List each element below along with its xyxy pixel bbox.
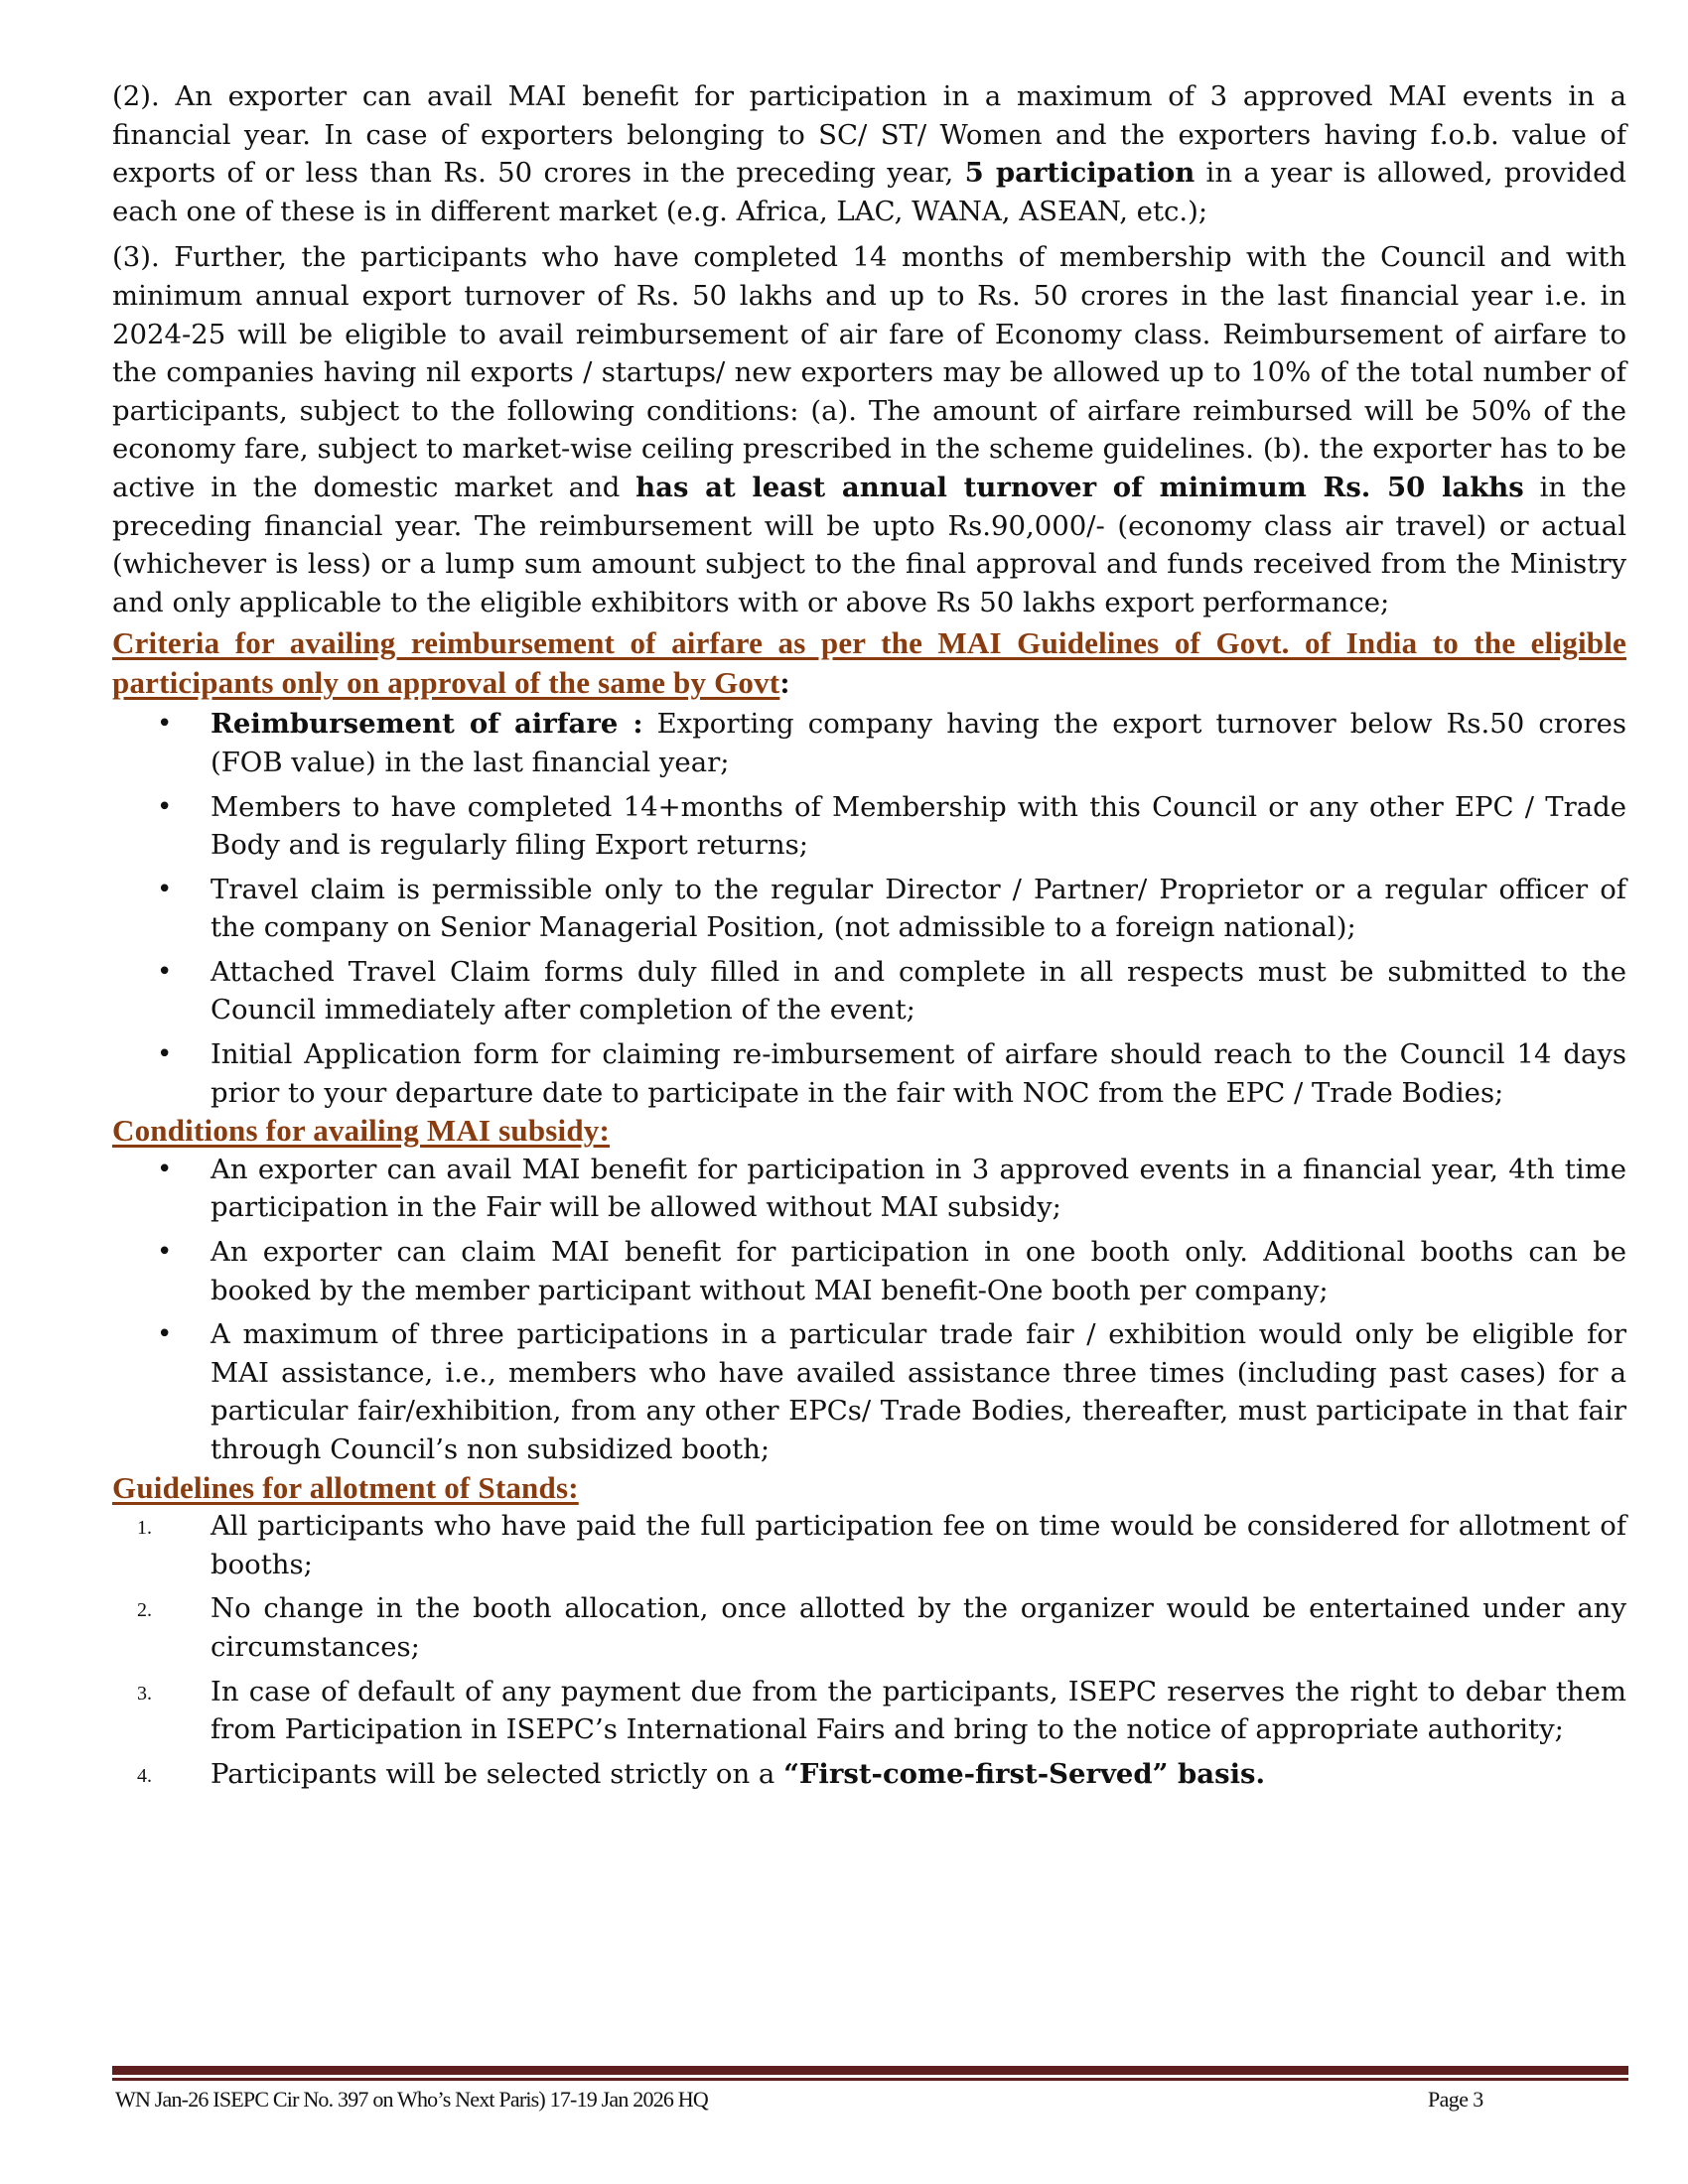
guidelines-heading: Guidelines for allotment of Stands: [112, 1469, 579, 1505]
paragraph-3: (3). Further, the participants who have completed 14 months of membership with the Council and with minimum annual export turnover of Rs. 50 lakhs and up to Rs. 50 crores in the last financial year i.e. in 2024-25 will be eligible to avail reimbursement of air fare of Economy class. Reimbursement of airfare to the companies having nil exports / startups/ new exporters may be allowed up to 10% of the total number of participants, subject to the following conditions: (a). The amount of airfare reimbursed will be 50% of the economy fare, subject to market-wise ceiling prescribed in the scheme guidelines. (b). the exporter has to be active in the domestic market and has at least annual turnover of minimum Rs. 50 lakhs in the preceding financial year. The reimbursement will be upto Rs.90,000/- (economy class air travel) or actual (whichever is less) or a lump sum amount subject to the final approval and funds received from the Ministry and only applicable to the eligible exhibitors with or above Rs 50 lakhs export performance; [112, 241, 1626, 618]
guidelines-list [112, 1507, 1626, 1793]
criteria-list [112, 705, 1626, 1112]
paragraph-2: (2). An exporter can avail MAI benefit for participation in a maximum of 3 approved MAI events in a financial year. In case of exporters belonging to SC/ ST/ Women and the exporters having f.o.b. value of exports of or less than Rs. 50 crores in the preceding year, 5 participation in a year is allowed, provided each one of these is in different market (e.g. Africa, LAC, WANA, ASEAN, etc.); [112, 80, 1627, 227]
list-item: 2. No change in the booth allocation, once allotted by the organizer would be entertained under any circumstances; [137, 1592, 1626, 1663]
footer-rule [112, 2066, 1628, 2075]
list-item: • An exporter can avail MAI benefit for participation in 3 approved events in a financial year, 4th time participation in the Fair will be allowed without MAI subsidy; [112, 1151, 1626, 1227]
footer-rule-thin [112, 2078, 1628, 2081]
criteria-heading: Criteria for availing reimbursement of airfare as per the MAI Guidelines of Govt. of India to the eligible participants only on approval of the same by Govt: [112, 625, 1626, 701]
document-page [112, 77, 1626, 1793]
list-item: 3. In case of default of any payment due from the participants, ISEPC reserves the right to debar them from Participation in ISEPC’s International Fairs and bring to the notice of appropriate authority; [137, 1675, 1626, 1746]
list-item: 4. Participants will be selected strictly on a “First-come-first-Served” basis. [137, 1757, 1266, 1790]
conditions-heading: Conditions for availing MAI subsidy: [112, 1113, 611, 1149]
list-item: • A maximum of three participations in a particular trade fair / exhibition would only be eligible for MAI assistance, i.e., members who have availed assistance three times (including past cases) for a particular fair/exhibition, from any other EPCs/ Trade Bodies, thereafter, must participate in that fair through Council’s non subsidized booth; [112, 1315, 1626, 1468]
footer-reference: WN Jan-26 ISEPC Cir No. 397 on Who’s Next Paris) 17-19 Jan 2026 HQ [115, 2087, 708, 2112]
page-number: Page 3 [1428, 2087, 1483, 2112]
list-item: • Initial Application form for claiming re-imbursement of airfare should reach to the Council 14 days prior to your departure date to participate in the fair with NOC from the EPC / Trade Bodies; [112, 1035, 1626, 1112]
list-item: • Members to have completed 14+months of Membership with this Council or any other EPC / Trade Body and is regularly filing Export returns; [112, 788, 1626, 865]
list-item: • Travel claim is permissible only to the regular Director / Partner/ Proprietor or a regular officer of the company on Senior Managerial Position, (not admissible to a foreign national); [112, 871, 1626, 947]
conditions-list [112, 1151, 1626, 1469]
list-item: • An exporter can claim MAI benefit for participation in one booth only. Additional booths can be booked by the member participant without MAI benefit-One booth per company; [112, 1233, 1626, 1309]
list-item: 1. All participants who have paid the full participation fee on time would be considered for allotment of booths; [137, 1510, 1626, 1580]
list-item: • Reimbursement of airfare : Exporting company having the export turnover below Rs.50 crores (FOB value) in the last financial year; [112, 705, 1626, 781]
list-item: • Attached Travel Claim forms duly filled in and complete in all respects must be submitted to the Council immediately after completion of the event; [112, 953, 1626, 1029]
